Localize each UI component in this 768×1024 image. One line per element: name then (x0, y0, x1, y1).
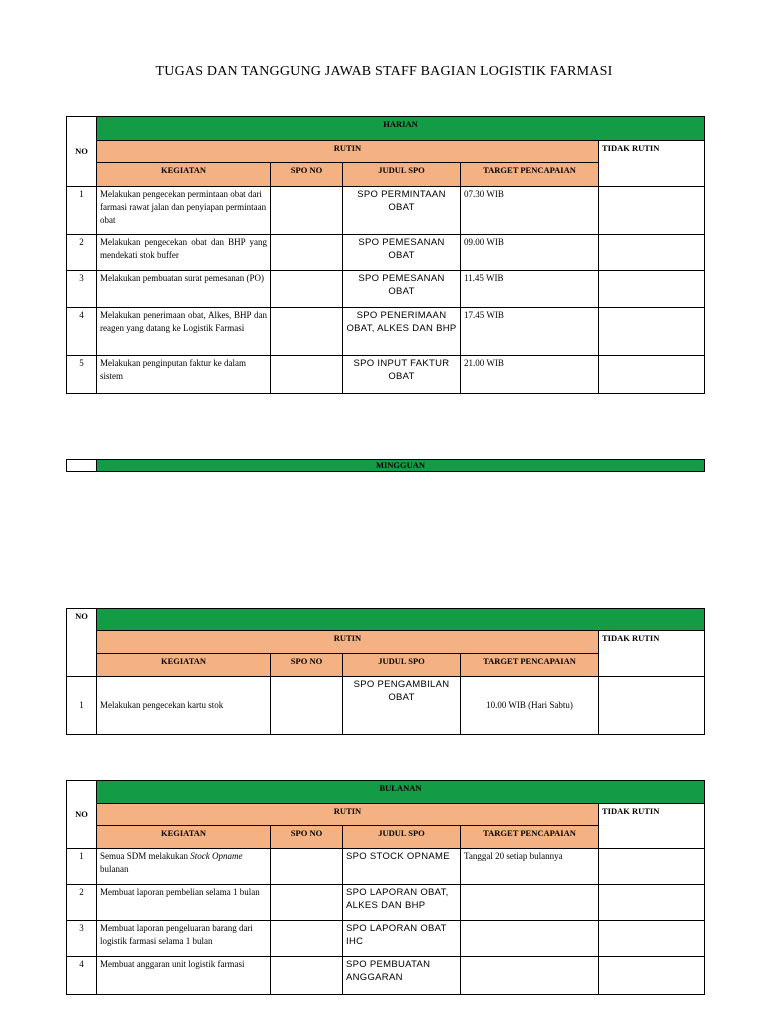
row-judul-spo: SPO PENERIMAAN OBAT, ALKES DAN BHP (343, 308, 461, 356)
header-kegiatan: KEGIATAN (97, 654, 271, 677)
row-spo-no (271, 235, 343, 271)
row-spo-no (271, 271, 343, 308)
row-tidak-rutin (599, 885, 705, 921)
row-tidak-rutin (599, 921, 705, 957)
row-no: 2 (67, 885, 97, 921)
row-tidak-rutin (599, 308, 705, 356)
row-judul-spo: SPO PENGAMBILAN OBAT (343, 677, 461, 735)
header-rutin: RUTIN (97, 631, 599, 654)
row-tidak-rutin (599, 677, 705, 735)
mingguan-table (66, 608, 705, 735)
row-no: 3 (67, 271, 97, 308)
kegiatan-text: bulanan (100, 864, 129, 874)
row-tidak-rutin (599, 356, 705, 394)
row-kegiatan: Melakukan pengecekan obat dan BHP yang mendekati stok buffer (97, 235, 271, 271)
row-kegiatan: Membuat anggaran unit logistik farmasi (97, 957, 271, 995)
row-target: 09.00 WIB (461, 235, 599, 271)
header-kegiatan: KEGIATAN (97, 163, 271, 187)
row-tidak-rutin (599, 187, 705, 235)
table-row (67, 187, 705, 235)
table-row (67, 308, 705, 356)
header-no: NO (67, 781, 97, 849)
row-spo-no (271, 356, 343, 394)
table-row (67, 957, 705, 995)
row-tidak-rutin (599, 271, 705, 308)
row-target (461, 885, 599, 921)
header-tidak-rutin: TIDAK RUTIN (599, 804, 705, 849)
page-title: TUGAS DAN TANGGUNG JAWAB STAFF BAGIAN LOGISTIK FARMASI (155, 64, 613, 79)
header-target: TARGET PENCAPAIAN (461, 163, 599, 187)
row-no: 1 (67, 849, 97, 885)
table-row (67, 849, 705, 885)
section-mingguan: MINGGUAN (97, 460, 705, 472)
header-spo-no: SPO NO (271, 654, 343, 677)
row-spo-no (271, 849, 343, 885)
row-target (461, 921, 599, 957)
row-no: 3 (67, 921, 97, 957)
header-judul-spo: JUDUL SPO (343, 163, 461, 187)
table-row (67, 885, 705, 921)
row-no: 2 (67, 235, 97, 271)
row-judul-spo: SPO PEMESANAN OBAT (343, 235, 461, 271)
row-tidak-rutin (599, 235, 705, 271)
section-mingguan-band (97, 609, 705, 631)
row-kegiatan: Membuat laporan pengeluaran barang dari logistik farmasi selama 1 bulan (97, 921, 271, 957)
header-target: TARGET PENCAPAIAN (461, 654, 599, 677)
header-rutin: RUTIN (97, 804, 599, 826)
row-tidak-rutin (599, 849, 705, 885)
header-judul-spo: JUDUL SPO (343, 826, 461, 849)
row-tidak-rutin (599, 957, 705, 995)
row-kegiatan: Membuat laporan pembelian selama 1 bulan (97, 885, 271, 921)
table-row (67, 271, 705, 308)
header-spo-no: SPO NO (271, 163, 343, 187)
row-judul-spo: SPO INPUT FAKTUR OBAT (343, 356, 461, 394)
row-target: Tanggal 20 setiap bulannya (461, 849, 599, 885)
header-no: NO (67, 609, 97, 677)
section-bulanan: BULANAN (97, 781, 705, 804)
row-target: 11.45 WIB (461, 271, 599, 308)
row-no: 1 (67, 187, 97, 235)
row-target: 21.00 WIB (461, 356, 599, 394)
table-row (67, 356, 705, 394)
row-target: 10.00 WIB (Hari Sabtu) (461, 677, 599, 735)
bulanan-table (66, 780, 705, 995)
row-no: 1 (67, 677, 97, 735)
row-spo-no (271, 921, 343, 957)
row-judul-spo: SPO LAPORAN OBAT IHC (343, 921, 461, 957)
table-row (67, 235, 705, 271)
row-kegiatan: Melakukan pengecekan permintaan obat dari farmasi rawat jalan dan penyiapan permintaan obat (97, 187, 271, 235)
header-kegiatan: KEGIATAN (97, 826, 271, 849)
row-spo-no (271, 677, 343, 735)
header-no: NO (67, 117, 97, 187)
row-judul-spo: SPO PEMESANAN OBAT (343, 271, 461, 308)
row-judul-spo: SPO LAPORAN OBAT, ALKES DAN BHP (343, 885, 461, 921)
row-judul-spo: SPO STOCK OPNAME (343, 849, 461, 885)
row-judul-spo: SPO PEMBUATAN ANGGARAN (343, 957, 461, 995)
row-no: 4 (67, 957, 97, 995)
row-spo-no (271, 885, 343, 921)
row-spo-no (271, 957, 343, 995)
row-target (461, 957, 599, 995)
row-judul-spo: SPO PERMINTAAN OBAT (343, 187, 461, 235)
table-row (67, 921, 705, 957)
row-kegiatan: Melakukan penginputan faktur ke dalam sistem (97, 356, 271, 394)
kegiatan-text: Semua SDM melakukan (100, 851, 191, 861)
row-no: 4 (67, 308, 97, 356)
row-kegiatan (97, 849, 271, 885)
header-tidak-rutin: TIDAK RUTIN (599, 141, 705, 187)
row-target: 17.45 WIB (461, 308, 599, 356)
kegiatan-emphasis: Stock Opname (190, 851, 243, 861)
header-spo-no: SPO NO (271, 826, 343, 849)
header-target: TARGET PENCAPAIAN (461, 826, 599, 849)
section-harian: HARIAN (97, 117, 705, 141)
table-row (67, 677, 705, 735)
row-kegiatan: Melakukan pembuatan surat pemesanan (PO) (97, 271, 271, 308)
row-no: 5 (67, 356, 97, 394)
header-rutin: RUTIN (97, 141, 599, 163)
row-spo-no (271, 187, 343, 235)
row-spo-no (271, 308, 343, 356)
harian-table (66, 116, 705, 394)
header-tidak-rutin: TIDAK RUTIN (599, 631, 705, 677)
row-kegiatan: Melakukan penerimaan obat, Alkes, BHP dan reagen yang datang ke Logistik Farmasi (97, 308, 271, 356)
row-kegiatan: Melakukan pengecekan kartu stok (97, 677, 271, 735)
row-target: 07.30 WIB (461, 187, 599, 235)
header-judul-spo: JUDUL SPO (343, 654, 461, 677)
mingguan-bar (66, 459, 705, 472)
